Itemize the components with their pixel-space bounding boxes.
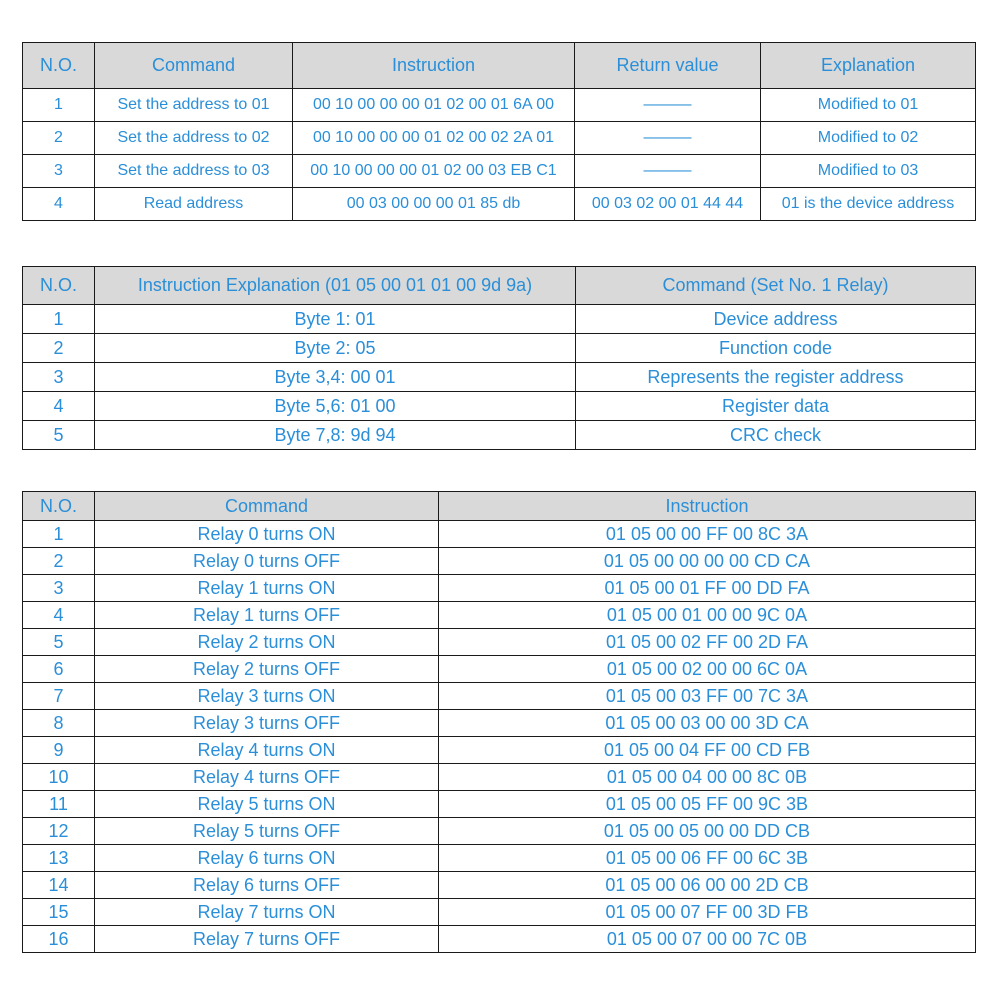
table-cell: Byte 3,4: 00 01 xyxy=(95,363,576,392)
table-cell: Relay 3 turns OFF xyxy=(95,710,439,737)
table-header-row xyxy=(23,43,976,89)
table-cell: 1 xyxy=(23,305,95,334)
table-cell: ——— xyxy=(575,155,761,188)
column-header: Explanation xyxy=(761,43,976,89)
table-cell: 2 xyxy=(23,334,95,363)
table-cell: Set the address to 03 xyxy=(95,155,293,188)
table-row xyxy=(23,188,976,221)
table-cell: 01 05 00 06 FF 00 6C 3B xyxy=(439,845,976,872)
table-cell: Read address xyxy=(95,188,293,221)
table-cell: 1 xyxy=(23,521,95,548)
table-row xyxy=(23,155,976,188)
table-row xyxy=(23,872,976,899)
table-row xyxy=(23,791,976,818)
table-cell: Relay 3 turns ON xyxy=(95,683,439,710)
table-header-row xyxy=(23,267,976,305)
table-cell: 01 05 00 01 FF 00 DD FA xyxy=(439,575,976,602)
table-cell: Set the address to 02 xyxy=(95,122,293,155)
table-cell: 13 xyxy=(23,845,95,872)
table-cell: Device address xyxy=(576,305,976,334)
table-cell: 01 05 00 05 00 00 DD CB xyxy=(439,818,976,845)
table-cell: 01 05 00 07 FF 00 3D FB xyxy=(439,899,976,926)
table-cell: Relay 6 turns OFF xyxy=(95,872,439,899)
table-row xyxy=(23,421,976,450)
column-header: Return value xyxy=(575,43,761,89)
instruction-byte-table xyxy=(22,266,976,450)
column-header: Instruction xyxy=(293,43,575,89)
table-row xyxy=(23,818,976,845)
table-cell: ——— xyxy=(575,89,761,122)
table-cell: Set the address to 01 xyxy=(95,89,293,122)
table-row xyxy=(23,521,976,548)
table-row xyxy=(23,575,976,602)
table-cell: 4 xyxy=(23,188,95,221)
table-row xyxy=(23,845,976,872)
column-header: Command (Set No. 1 Relay) xyxy=(576,267,976,305)
table-cell: Relay 4 turns ON xyxy=(95,737,439,764)
table-cell: 10 xyxy=(23,764,95,791)
table-cell: 9 xyxy=(23,737,95,764)
table-cell: 8 xyxy=(23,710,95,737)
relay-command-table xyxy=(22,491,976,953)
table-cell: Byte 5,6: 01 00 xyxy=(95,392,576,421)
table-row xyxy=(23,602,976,629)
table-cell: Relay 4 turns OFF xyxy=(95,764,439,791)
address-command-table xyxy=(22,42,976,221)
table-cell: Function code xyxy=(576,334,976,363)
table-row xyxy=(23,305,976,334)
table-cell: 5 xyxy=(23,629,95,656)
table-cell: 01 05 00 00 FF 00 8C 3A xyxy=(439,521,976,548)
table-cell: ——— xyxy=(575,122,761,155)
table-cell: 3 xyxy=(23,363,95,392)
table-cell: 01 05 00 03 FF 00 7C 3A xyxy=(439,683,976,710)
table-cell: 00 10 00 00 00 01 02 00 01 6A 00 xyxy=(293,89,575,122)
table-row xyxy=(23,334,976,363)
table-cell: 1 xyxy=(23,89,95,122)
table-row xyxy=(23,764,976,791)
table-cell: 7 xyxy=(23,683,95,710)
table-row xyxy=(23,656,976,683)
table-row xyxy=(23,363,976,392)
table-row xyxy=(23,710,976,737)
table-cell: Relay 0 turns ON xyxy=(95,521,439,548)
table-cell: 2 xyxy=(23,548,95,575)
table-cell: 4 xyxy=(23,602,95,629)
column-header: Instruction Explanation (01 05 00 01 01 00 9d 9a) xyxy=(95,267,576,305)
table-cell: Byte 7,8: 9d 94 xyxy=(95,421,576,450)
table-cell: 01 05 00 02 00 00 6C 0A xyxy=(439,656,976,683)
table-cell: 01 05 00 01 00 00 9C 0A xyxy=(439,602,976,629)
table-cell: 01 05 00 00 00 00 CD CA xyxy=(439,548,976,575)
table-cell: Relay 1 turns OFF xyxy=(95,602,439,629)
table-cell: Byte 1: 01 xyxy=(95,305,576,334)
table-row xyxy=(23,392,976,421)
table-cell: 00 10 00 00 00 01 02 00 02 2A 01 xyxy=(293,122,575,155)
table-cell: Byte 2: 05 xyxy=(95,334,576,363)
column-header: N.O. xyxy=(23,492,95,521)
column-header: N.O. xyxy=(23,43,95,89)
table-row xyxy=(23,926,976,953)
table-row xyxy=(23,122,976,155)
table-cell: Relay 5 turns OFF xyxy=(95,818,439,845)
table-row xyxy=(23,683,976,710)
table-cell: 01 05 00 03 00 00 3D CA xyxy=(439,710,976,737)
table-cell: Relay 1 turns ON xyxy=(95,575,439,602)
table-cell: Relay 7 turns ON xyxy=(95,899,439,926)
table-row xyxy=(23,548,976,575)
table-cell: 00 03 00 00 00 01 85 db xyxy=(293,188,575,221)
column-header: Instruction xyxy=(439,492,976,521)
table-cell: Represents the register address xyxy=(576,363,976,392)
table-cell: 16 xyxy=(23,926,95,953)
table-cell: Relay 0 turns OFF xyxy=(95,548,439,575)
table-cell: 01 05 00 02 FF 00 2D FA xyxy=(439,629,976,656)
table-cell: 01 05 00 06 00 00 2D CB xyxy=(439,872,976,899)
table-cell: Modified to 01 xyxy=(761,89,976,122)
table-cell: Relay 7 turns OFF xyxy=(95,926,439,953)
table-cell: 00 10 00 00 00 01 02 00 03 EB C1 xyxy=(293,155,575,188)
table-cell: 11 xyxy=(23,791,95,818)
column-header: N.O. xyxy=(23,267,95,305)
table-cell: Relay 2 turns OFF xyxy=(95,656,439,683)
table-cell: 12 xyxy=(23,818,95,845)
table-cell: 00 03 02 00 01 44 44 xyxy=(575,188,761,221)
column-header: Command xyxy=(95,492,439,521)
table-cell: 3 xyxy=(23,155,95,188)
table-cell: Relay 2 turns ON xyxy=(95,629,439,656)
table-cell: 01 05 00 05 FF 00 9C 3B xyxy=(439,791,976,818)
table-cell: Modified to 03 xyxy=(761,155,976,188)
table-cell: Modified to 02 xyxy=(761,122,976,155)
table-cell: 4 xyxy=(23,392,95,421)
table-header-row xyxy=(23,492,976,521)
table-cell: 3 xyxy=(23,575,95,602)
table-cell: Register data xyxy=(576,392,976,421)
table-row xyxy=(23,89,976,122)
table-cell: 6 xyxy=(23,656,95,683)
table-cell: CRC check xyxy=(576,421,976,450)
table-cell: Relay 6 turns ON xyxy=(95,845,439,872)
table-cell: 15 xyxy=(23,899,95,926)
table-cell: 01 05 00 07 00 00 7C 0B xyxy=(439,926,976,953)
table-cell: 01 05 00 04 00 00 8C 0B xyxy=(439,764,976,791)
table-row xyxy=(23,737,976,764)
table-row xyxy=(23,899,976,926)
table-row xyxy=(23,629,976,656)
table-cell: 5 xyxy=(23,421,95,450)
table-cell: 2 xyxy=(23,122,95,155)
table-cell: 01 05 00 04 FF 00 CD FB xyxy=(439,737,976,764)
column-header: Command xyxy=(95,43,293,89)
table-cell: 01 is the device address xyxy=(761,188,976,221)
table-cell: Relay 5 turns ON xyxy=(95,791,439,818)
table-cell: 14 xyxy=(23,872,95,899)
